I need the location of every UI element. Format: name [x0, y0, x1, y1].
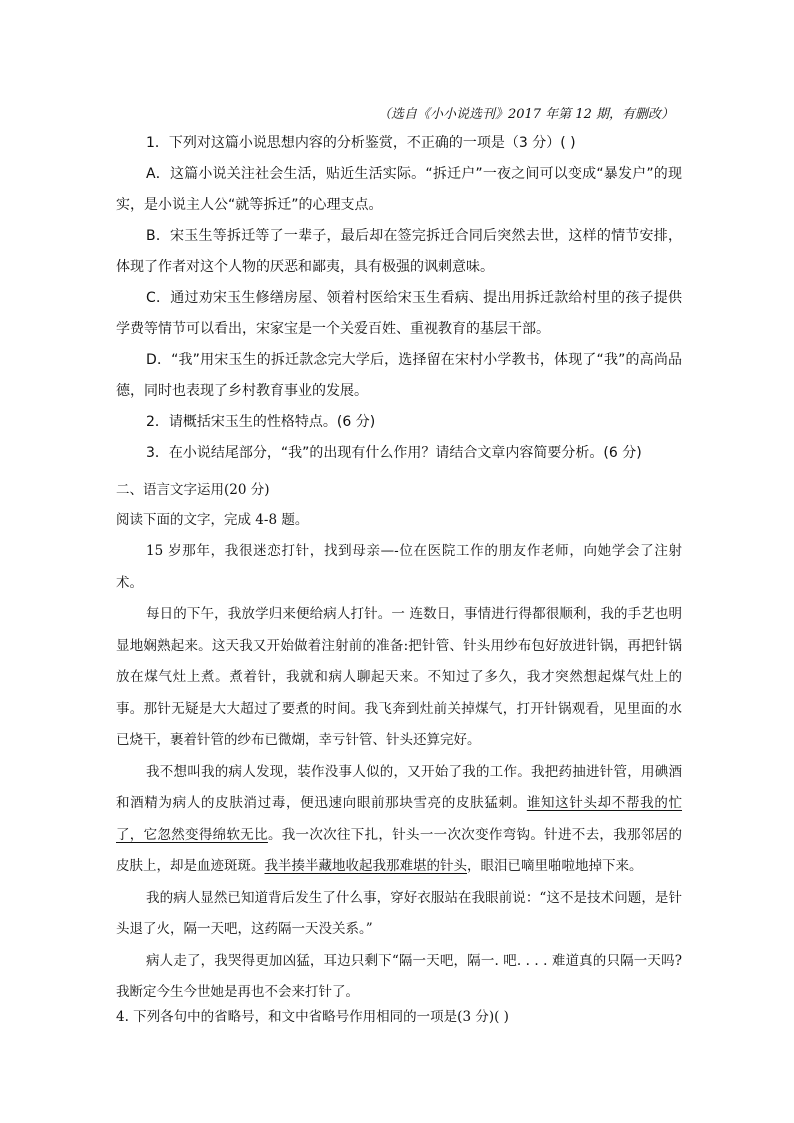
question-1-option-c: C．通过劝宋玉生修缮房屋、领着村医给宋玉生看病、提出用拆迁款给村里的孩子提供学费等情节可以看出，宋家宝是一个关爱百姓、重视教育的基层干部。 [116, 290, 682, 337]
question-2: 2．请概括宋玉生的性格特点。(6 分) [146, 414, 376, 430]
passage-paragraph-5: 病人走了，我哭得更加凶猛，耳边只剩下“隔一天吧，隔一. 吧. . . . 难道真的只隔一天吗?我断定今生今世她是再也不会来打针了。 [116, 952, 682, 1000]
passage-paragraph-2: 每日的下午，我放学归来便给病人打针。一 连数日，事情进行得都很顺利，我的手艺也明显地娴熟起来。这天我又开始做着注射前的准备:把针管、针头用纱布包好放进针锅，再把针锅放在煤气灶上煮。煮着针，我就和病人聊起天来。不知过了多久，我才突然想起煤气灶上的事。那针无疑是大大超过了要煮的时间。我飞奔到灶前关掉煤气，打开针锅观看，见里面的水已烧干，裹着针管的纱布已微煳，幸亏针管、针头还算完好。 [116, 606, 682, 748]
question-1-option-b: B．宋玉生等拆迁等了一辈子，最后却在签完拆迁合同后突然去世，这样的情节安排，体现了作者对这个人物的厌恶和鄙夷，具有极强的讽刺意味。 [116, 228, 682, 275]
passage-paragraph-3-text-c: ，眼泪已嘀里啪啦地掉下来。 [467, 858, 643, 874]
question-1-stem: 1．下列对这篇小说思想内容的分析鉴赏，不正确的一项是（3 分）( ) [146, 135, 576, 151]
section-heading: 二、语言文字运用(20 分) [116, 482, 270, 498]
passage-paragraph-3-text-b: 。我一次次往下扎，针头一一次次变作弯钩。针进不去，我那邻居的皮肤上，却是血迹斑斑。 [116, 826, 682, 874]
question-3: 3．在小说结尾部分，“我”的出现有什么作用？请结合文章内容简要分析。(6 分) [146, 445, 642, 461]
questions-block [116, 128, 682, 469]
passage-paragraph-3 [116, 757, 682, 883]
question-4: 4. 下列各句中的省略号，和文中省略号作用相同的一项是(3 分)( ) [116, 1009, 509, 1025]
passage-paragraph-3-text-a: 我不想叫我的病人发现，装作没事人似的，又开始了我的工作。我把药抽进针管，用碘酒和酒精为病人的皮肤消过毒，便迅速向眼前那块雪亮的皮肤猛刺。 [116, 763, 682, 811]
source-citation: （选自《小小说选刊》2017 年第 12 期，有删改） [377, 107, 674, 122]
underlined-sentence-1: 谁知这针头却不帮我的忙了，它忽然变得绵软无比 [116, 795, 683, 843]
reading-instruction: 阅读下面的文字，完成 4-8 题。 [116, 512, 309, 528]
question-1-option-d: D．“我”用宋玉生的拆迁款念完大学后，选择留在宋村小学教书，体现了“我”的高尚品德，同时也表现了乡村教育事业的发展。 [116, 352, 682, 399]
passage-paragraph-4: 我的病人显然已知道背后发生了什么事，穿好衣服站在我眼前说：“这不是技术问题，是针头退了火，隔一天吧，这药隔一天没关系。” [116, 889, 682, 937]
question-1-option-a: A．这篇小说关注社会生活，贴近生活实际。“拆迁户”一夜之间可以变成“暴发户”的现实，是小说主人公“就等拆迁”的心理支点。 [116, 166, 682, 213]
underlined-sentence-2: 我半揍半藏地收起我那难堪的针头 [264, 858, 467, 874]
reading-passage [116, 536, 682, 1009]
passage-paragraph-1: 15 岁那年，我很迷恋打针，找到母亲—-位在医院工作的朋友作老师，向她学会了注射术。 [116, 543, 682, 591]
